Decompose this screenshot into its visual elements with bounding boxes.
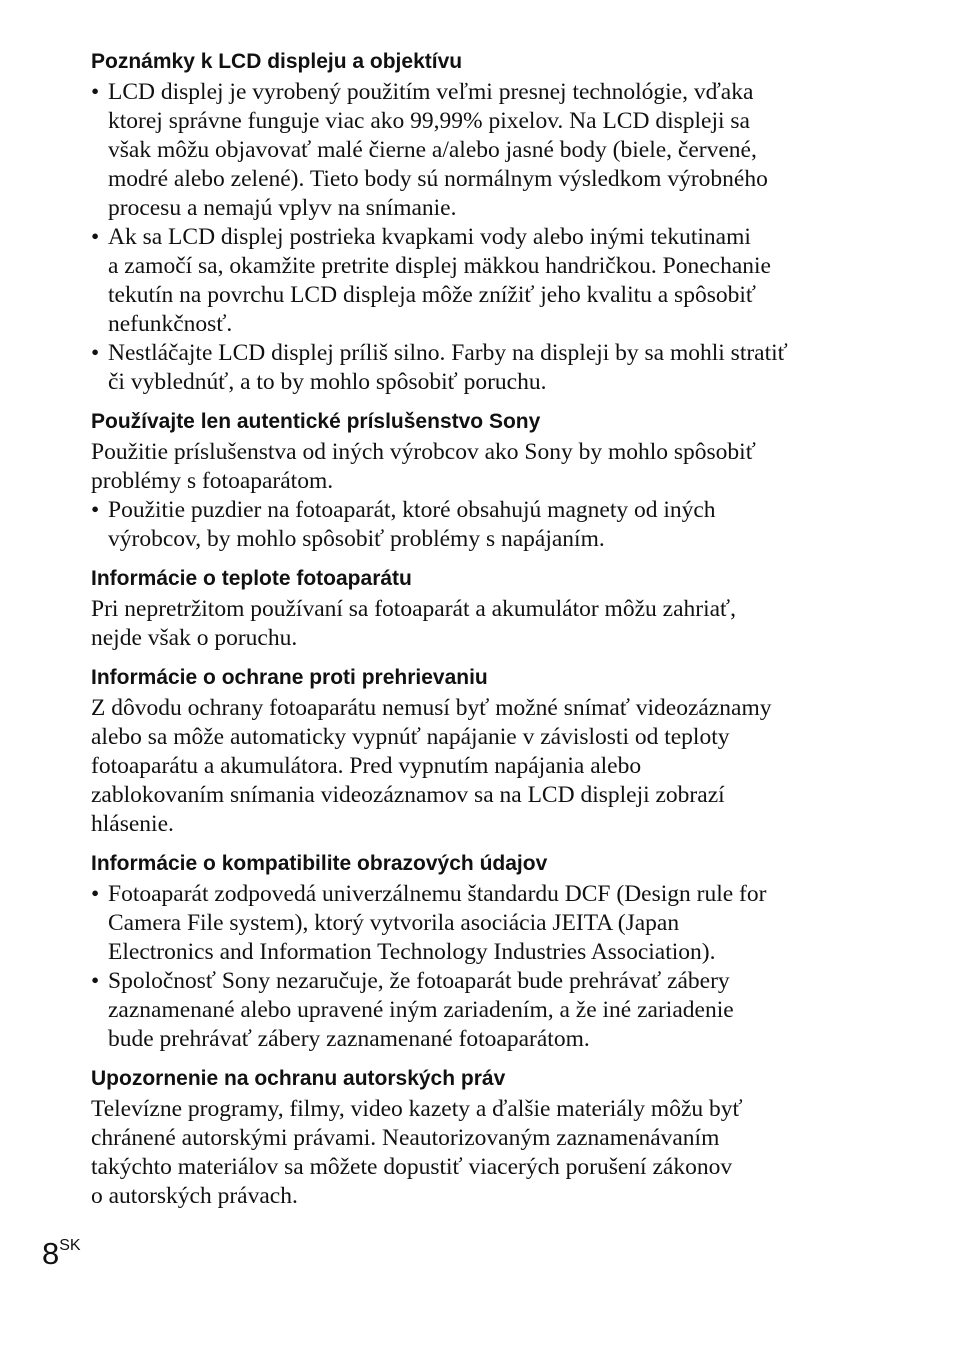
document-body [91,48,851,1222]
section-heading: Informácie o teplote fotoaparátu [91,567,412,590]
bullet-icon: • [91,79,100,105]
list-item-text: Použitie puzdier na fotoaparát, ktoré obsahujú magnety od iných výrobcov, by mohlo spôsobiť problémy s napájaním. [108,497,716,552]
section-heading: Poznámky k LCD displeju a objektívu [91,50,463,73]
list-item [91,78,851,223]
page-number [42,1236,81,1272]
section-heading: Používajte len autentické príslušenstvo Sony [91,410,541,433]
list-item [91,967,851,1054]
list-item [91,496,851,554]
section-heading: Informácie o ochrane proti prehrievaniu [91,666,488,689]
list-item-text: LCD displej je vyrobený použitím veľmi presnej technológie, vďaka ktorej správne funguje viac ako 99,99% pixelov. Na LCD displeji sa však môžu objavovať malé čierne a/alebo jasné body (biele, červené, modré alebo zelené). Tieto body sú normálnym výsledkom výrobného procesu a nemajú vplyv na snímanie. [108,79,768,221]
list-item [91,880,851,967]
section-authentic-accessories [91,408,851,554]
language-code: SK [59,1237,81,1254]
paragraph: Pri nepretržitom používaní sa fotoaparát a akumulátor môžu zahriať, nejde však o poruchu. [91,596,736,651]
list-item-text: Spoločnosť Sony nezaručuje, že fotoaparát bude prehrávať zábery zaznamenané alebo upravené iným zariadením, a že iné zariadenie bude prehrávať zábery zaznamenané fotoaparátom. [108,968,734,1052]
bullet-icon: • [91,224,100,250]
section-heading: Informácie o kompatibilite obrazových údajov [91,852,548,875]
section-compatibility [91,850,851,1054]
section-overheating [91,664,851,839]
section-lcd-notes [91,48,851,397]
paragraph: Použitie príslušenstva od iných výrobcov ako Sony by mohlo spôsobiť problémy s fotoaparátom. [91,439,756,494]
bullet-icon: • [91,881,100,907]
page-number-value: 8 [42,1236,60,1271]
paragraph: Z dôvodu ochrany fotoaparátu nemusí byť možné snímať videozáznamy alebo sa môže automaticky vypnúť napájanie v závislosti od teploty fotoaparátu a akumulátora. Pred vypnutím napájania alebo zablokovaním snímania videozáznamov sa na LCD displeji zobrazí hlásenie. [91,695,772,837]
bullet-icon: • [91,340,100,366]
list-item-text: Fotoaparát zodpovedá univerzálnemu štandardu DCF (Design rule for Camera File system), ktorý vytvorila asociácia JEITA (Japan Electronics and Information Technology Industries Association). [108,881,767,965]
list-item [91,339,851,397]
bullet-icon: • [91,968,100,994]
section-copyright [91,1065,851,1211]
list-item [91,223,851,339]
section-heading: Upozornenie na ochranu autorských práv [91,1067,506,1090]
list-item-text: Ak sa LCD displej postrieka kvapkami vody alebo inými tekutinami a zamočí sa, okamžite pretrite displej mäkkou handričkou. Ponechanie tekutín na povrchu LCD displeja môže znížiť jeho kvalitu a spôsobiť nefunkčnosť. [108,224,771,337]
section-temperature [91,565,851,653]
paragraph: Televízne programy, filmy, video kazety a ďalšie materiály môžu byť chránené autorskými právami. Neautorizovaným zaznamenávaním takýchto materiálov sa môžete dopustiť viacerých porušení zákonov o autorských právach. [91,1096,743,1209]
list-item-text: Nestláčajte LCD displej príliš silno. Farby na displeji by sa mohli stratiť či vyblednúť, a to by mohlo spôsobiť poruchu. [108,340,788,395]
bullet-icon: • [91,497,100,523]
